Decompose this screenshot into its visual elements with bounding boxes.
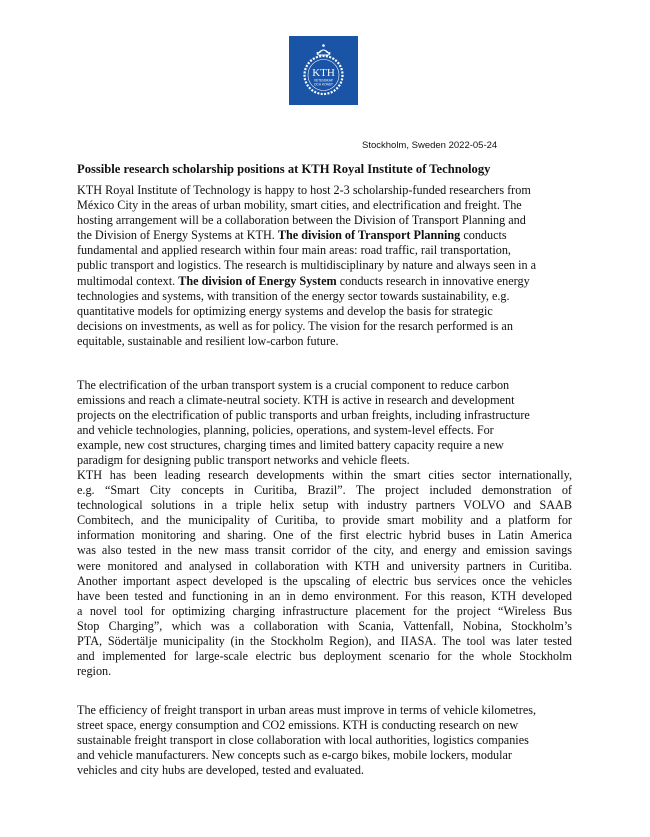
- text-line: hosting arrangement will be a collaboration between the Division of Transport Planning and: [77, 213, 526, 228]
- text-line: technological solutions in a triple helix setup with industry partners VOLVO and SAAB: [77, 498, 572, 513]
- text-line: The electrification of the urban transport system is a crucial component to reduce carbon: [77, 378, 510, 392]
- text-line: technologies and systems, with transition of the energy sector towards sustainability, e.g.: [77, 288, 510, 303]
- text-line: and vehicle manufacturers. New concepts such as e-cargo bikes, mobile lockers, modular: [77, 748, 512, 763]
- svg-text:VETENSKAP: VETENSKAP: [313, 78, 334, 83]
- text-line: were monitored and analysed in collaboration with KTH and university partners in Curitiba.: [77, 558, 572, 573]
- text-line: region.: [77, 664, 112, 679]
- text-line: emissions and reach a climate-neutral society. KTH is active in research and development: [77, 393, 515, 408]
- text-line: multimodal context. The division of Energy System conducts research in innovative energy: [77, 273, 530, 288]
- paragraph-smart-cities: [77, 468, 572, 679]
- document-title: Possible research scholarship positions at KTH Royal Institute of Technology: [77, 162, 491, 176]
- svg-text:KTH: KTH: [312, 67, 335, 79]
- kth-crest-icon: [289, 36, 358, 105]
- text-line: fundamental and applied research within four main areas: road traffic, rail transportation,: [77, 243, 511, 258]
- text-line: paradigm for designing public transport networks and vehicle fleets.: [77, 453, 410, 468]
- text-line: equitable, sustainable and resilient low-carbon future.: [77, 333, 339, 348]
- text-line: vehicles and city hubs are developed, tested and evaluated.: [77, 763, 364, 778]
- text-line: a novel tool for optimizing charging infrastructure placement for the project “Wireless Bus: [77, 603, 572, 618]
- text-line: e.g. “Smart City concepts in Curitiba, Brazil”. The project included demonstration of: [77, 483, 572, 498]
- bold-division-transport: The division of Transport Planning: [277, 228, 461, 243]
- text-line: street space, energy consumption and CO2 emissions. KTH is conducting research on new: [77, 718, 519, 733]
- paragraph-freight: [77, 703, 572, 778]
- text-line: public transport and logistics. The research is multidisciplinary by nature and always seen in a: [77, 258, 537, 273]
- text-line: sustainable freight transport in close collaboration with local authorities, logistics companies: [77, 733, 529, 748]
- text-line: KTH has been leading research developments within the smart cities sector internationally,: [77, 468, 572, 482]
- bold-division-energy: The division of Energy System: [178, 273, 337, 288]
- text-line: have been tested and functioning in an in demo environment. For this reason, KTH developed: [77, 588, 572, 603]
- text-line: the Division of Energy Systems at KTH. The division of Transport Planning conducts: [77, 228, 507, 243]
- text-line: Another important aspect developed is the upscaling of electric bus services once the vehicles: [77, 573, 572, 588]
- text-line: projects on the electrification of public transports and urban freights, including infrastructure: [77, 408, 530, 423]
- text-line: The efficiency of freight transport in urban areas must improve in terms of vehicle kilometres,: [77, 703, 537, 717]
- text-line: Combitech, and the municipality of Curitiba, to provide smart mobility and a platform for: [77, 513, 572, 528]
- text-line: and implemented for large-scale electric bus deployment scenario for the whole Stockholm: [77, 649, 572, 664]
- svg-text:OCH KONST: OCH KONST: [314, 82, 333, 87]
- text-line: decisions on investments, as well as for policy. The vision for the resarch performed is an: [77, 318, 513, 333]
- paragraph-electrification: [77, 378, 572, 469]
- paragraph-intro: [77, 183, 572, 349]
- text-line: KTH Royal Institute of Technology is happy to host 2-3 scholarship-funded researchers from: [77, 183, 531, 197]
- text-line: information monitoring and sharing. One of the first electric hybrid buses in Latin America: [77, 528, 572, 543]
- kth-logo: [289, 36, 358, 105]
- dateline: Stockholm, Sweden 2022-05-24: [362, 140, 498, 151]
- text-line: Stop Charging”, which was a collaboration with Scania, Vattenfall, Nobina, Stockholm’s: [77, 618, 572, 633]
- text-line: quantitative models for optimizing energy systems and develop the basis for strategic: [77, 303, 493, 318]
- text-line: was also tested in the new mass transit corridor of the city, and energy and emission savings: [77, 543, 572, 558]
- text-line: México City in the areas of urban mobility, smart cities, and electrification and freight. The: [77, 198, 522, 213]
- text-line: example, new cost structures, charging times and limited battery capacity require a new: [77, 438, 504, 453]
- text-line: PTA, Södertälje municipality (in the Stockholm Region), and IIASA. The tool was later tested: [77, 634, 572, 649]
- text-line: and vehicle technologies, planning, policies, operations, and system-level effects. For: [77, 423, 494, 438]
